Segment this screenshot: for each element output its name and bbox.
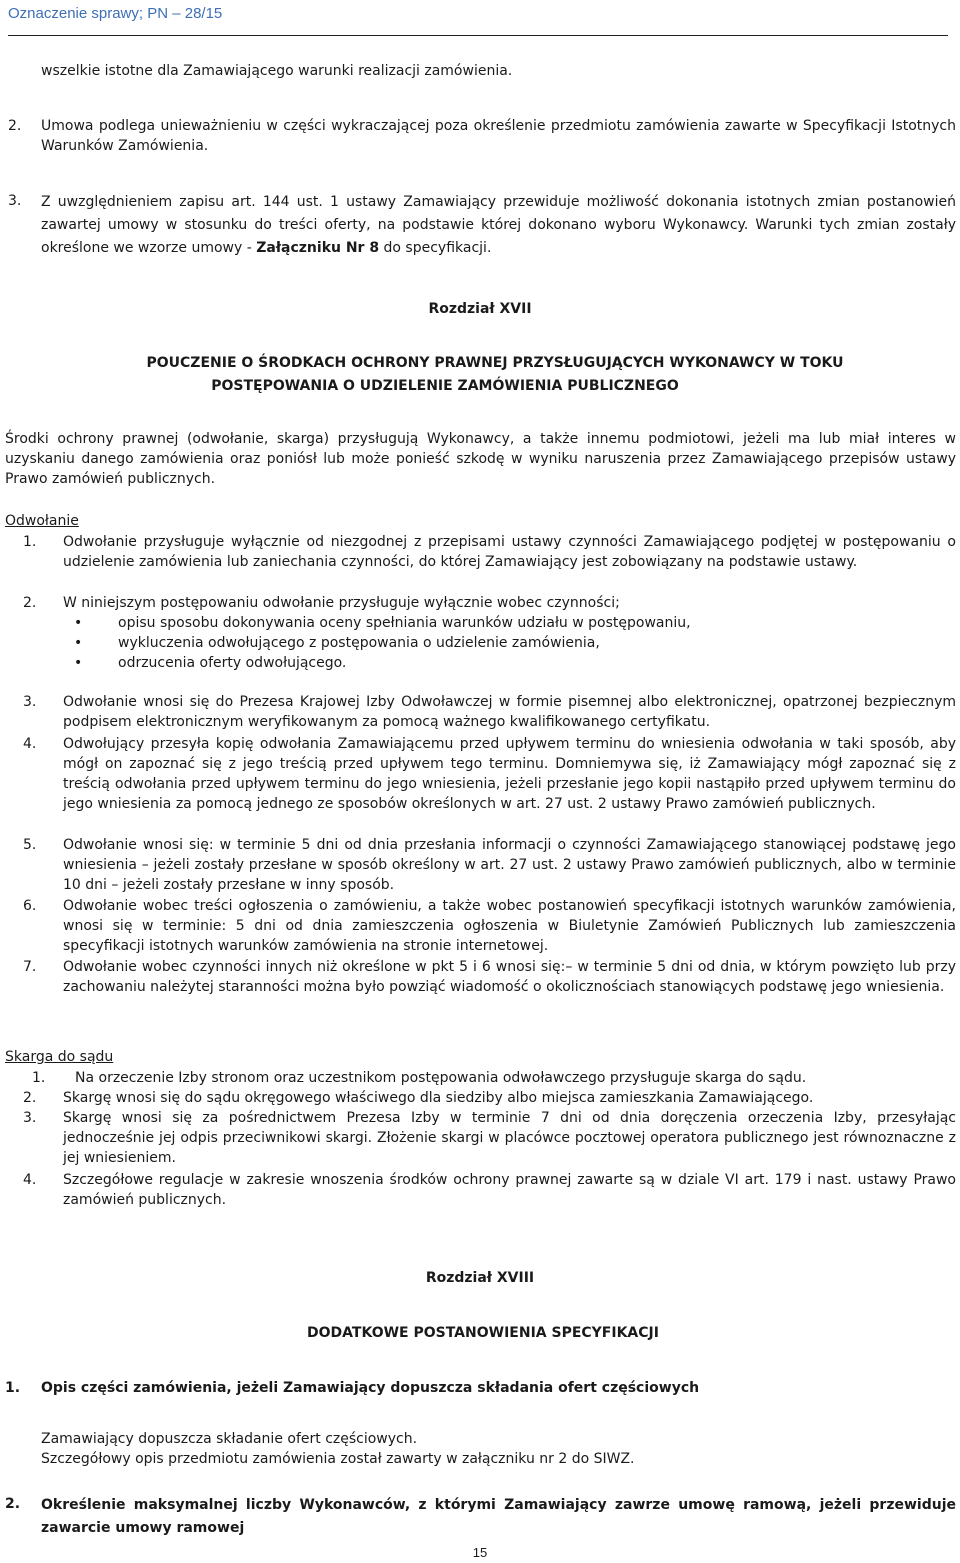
skarga-item-3: 3. Skargę wnosi się za pośrednictwem Prezesa Izby w terminie 7 dni od dnia doręczenia orzeczenia Izby, przesyłając jednocześnie jej odpis przeciwnikowi skargi. Złożenie skargi w placówce pocztowej operatora publicznego jest równoznaczne z jej wniesieniem.	[23, 1110, 956, 1166]
section-1-line-2: Szczegółowy opis przedmiotu zamówienia został zawarty w załączniku nr 2 do SIWZ.	[41, 1451, 635, 1467]
odwolanie-item-2: 2. W niniejszym postępowaniu odwołanie przysługuje wyłącznie wobec czynności;	[23, 595, 620, 611]
paragraph-3: 3. Z uwzględnieniem zapisu art. 144 ust. 1 ustawy Zamawiający przewiduje możliwość dokonania istotnych zmian postanowień zawartej umowy w stosunku do treści oferty, na podstawie której dokonano wyboru Wykonawcy. Warunki tych zmian zostały określone we wzorze umowy - Załączniku Nr 8 do specyfikacji.	[8, 193, 956, 256]
chapter-17-intro: Środki ochrony prawnej (odwołanie, skarga) przysługują Wykonawcy, a także innemu podmiotowi, jeżeli ma lub miał interes w uzyskaniu danego zamówienia oraz poniósł lub może ponieść szkodę w wyniku naruszenia przez Zamawiającego przepisów ustawy Prawo zamówień publicznych.	[5, 431, 956, 487]
chapter-17-heading-line2: POSTĘPOWANIA O UDZIELENIE ZAMÓWIENIA PUBLICZNEGO	[211, 378, 679, 394]
odwolanie-item-7: 7. Odwołanie wobec czynności innych niż określone w pkt 5 i 6 wnosi się:– w terminie 5 dni od dnia, w którym powzięto lub przy zachowaniu należytej staranności można było powziąć wiadomość o okolicznościach stanowiących podstawę jego wniesienia.	[23, 959, 956, 995]
odwolanie-item-5: 5. Odwołanie wnosi się: w terminie 5 dni od dnia przesłania informacji o czynności Zamawiającego stanowiącej podstawę jego wniesienia – jeżeli zostały przesłane w sposób określony w art. 27 ust. 2 ustawy Prawo zamówień publicznych, albo w terminie 10 dni – jeżeli zostały przesłane w inny sposób.	[23, 837, 956, 893]
odwolanie-item-1: 1. Odwołanie przysługuje wyłącznie od niezgodnej z przepisami ustawy czynności Zamawiającego podjętej w postępowaniu o udzielenie zamówienia lub zaniechania czynności, do której Zamawiający jest zobowiązany na podstawie ustawy.	[23, 534, 956, 570]
case-reference: Oznaczenie sprawy; PN – 28/15	[8, 5, 223, 22]
skarga-item-2: 2. Skargę wnosi się do sądu okręgowego właściwego dla siedziby albo miejsca zamieszkania Zamawiającego.	[23, 1090, 814, 1106]
odwolanie-item-3: 3. Odwołanie wnosi się do Prezesa Krajowej Izby Odwoławczej w formie pisemnej albo elektronicznej, opatrzonej bezpiecznym podpisem elektronicznym weryfikowanym za pomocą ważnego kwalifikowanego certyfikatu.	[23, 694, 956, 730]
chapter-17-title: Rozdział XVII	[428, 301, 532, 317]
continuation-line: wszelkie istotne dla Zamawiającego warunki realizacji zamówienia.	[41, 63, 513, 79]
skarga-item-1: 1. Na orzeczenie Izby stronom oraz uczestnikom postępowania odwoławczego przysługuje skarga do sądu.	[32, 1070, 807, 1086]
chapter-18-heading: DODATKOWE POSTANOWIENIA SPECYFIKACJI	[307, 1325, 659, 1341]
skarga-item-4: 4. Szczegółowe regulacje w zakresie wnoszenia środków ochrony prawnej zawarte są w dziale VI art. 179 i nast. ustawy Prawo zamówień publicznych.	[23, 1172, 956, 1208]
odwolanie-label: Odwołanie	[5, 513, 79, 529]
page-header	[0, 0, 960, 44]
page-number: 15	[472, 1545, 488, 1560]
section-1-line-1: Zamawiający dopuszcza składanie ofert częściowych.	[41, 1431, 418, 1447]
odwolanie-item-4: 4. Odwołujący przesyła kopię odwołania Zamawiającemu przed upływem terminu do wniesienia odwołania w taki sposób, aby mógł on zapoznać się z jego treścią przed upływem tego terminu. Domniemywa się, iż Zamawiający mógł zapoznać się z treścią odwołania przed upływem terminu do jego wniesienia, jeżeli przesłanie jego kopii nastąpiło przed upływem terminu do jego wniesienia za pomocą jednego ze sposobów określonych w art. 27 ust. 2 ustawy Prawo zamówień publicznych.	[23, 736, 956, 812]
header-rule	[8, 35, 948, 36]
section-1-heading: 1. Opis części zamówienia, jeżeli Zamawiający dopuszcza składania ofert częściowych	[5, 1380, 700, 1396]
paragraph-2: 2. Umowa podlega unieważnieniu w części wykraczającej poza określenie przedmiotu zamówienia zawarte w Specyfikacji Istotnych Warunków Zamówienia.	[8, 118, 956, 154]
odwolanie-item-6: 6. Odwołanie wobec treści ogłoszenia o zamówieniu, a także wobec postanowień specyfikacji istotnych warunków zamówienia, wnosi się w terminie: 5 dni od dnia zamieszczenia ogłoszenia w Biuletynie Zamówień Publicznych lub zamieszczenia specyfikacji istotnych warunków zamówienia na stronie internetowej.	[23, 898, 956, 954]
chapter-17-heading-line1: POUCZENIE O ŚRODKACH OCHRONY PRAWNEJ PRZYSŁUGUJĄCYCH WYKONAWCY W TOKU	[146, 355, 844, 371]
chapter-18-title: Rozdział XVIII	[425, 1270, 535, 1286]
section-2-heading: 2. Określenie maksymalnej liczby Wykonawców, z którymi Zamawiający zawrze umowę ramową, jeżeli przewiduje zawarcie umowy ramowej	[5, 1496, 956, 1536]
skarga-label: Skarga do sądu	[5, 1049, 114, 1065]
